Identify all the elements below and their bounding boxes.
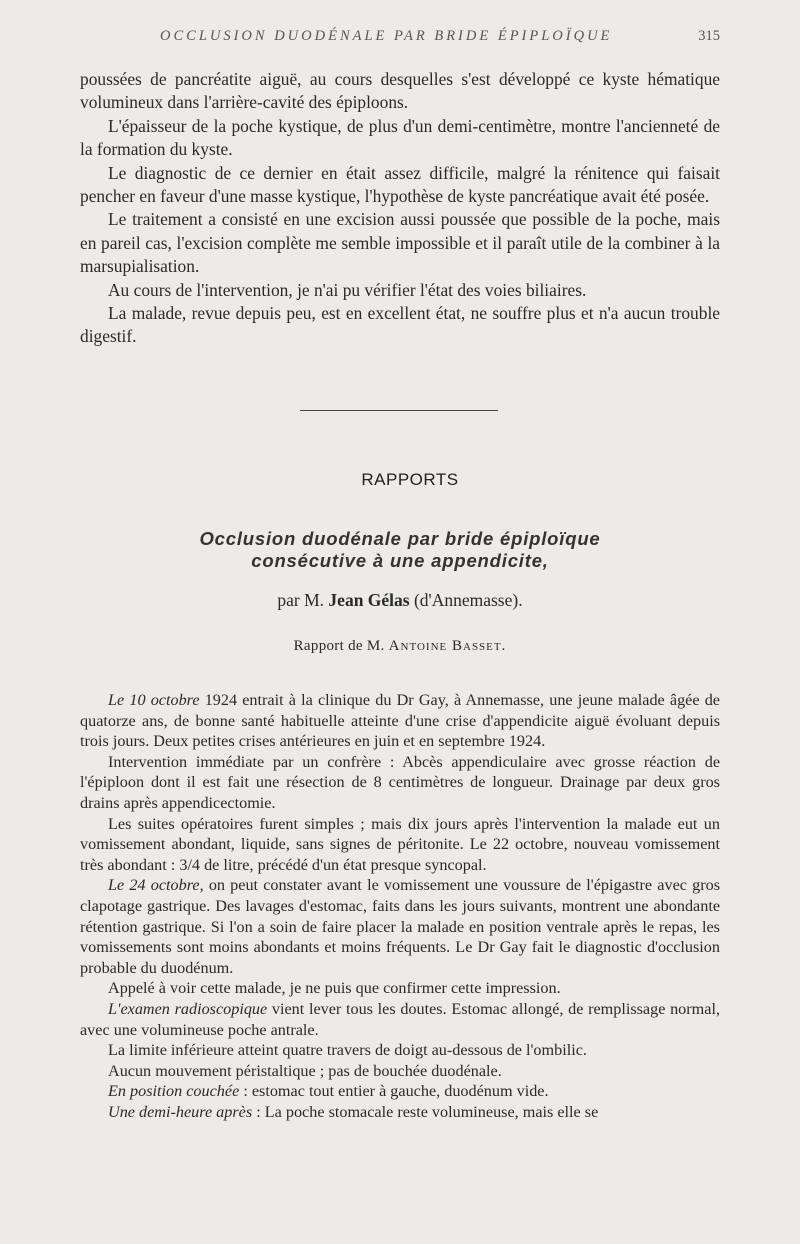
paragraph: L'épaisseur de la poche kystique, de plus d'un demi-centimètre, montre l'ancienneté de la formation du kyste. xyxy=(80,115,720,160)
paragraph xyxy=(80,690,720,752)
author-place: (d'Annemasse). xyxy=(413,590,523,610)
paragraph: Appelé à voir cette malade, je ne puis que confirmer cette impression. xyxy=(108,979,561,998)
paragraph: Les suites opératoires furent simples ; mais dix jours après l'intervention la malade eut un vomissement abondant, liquide, sans signes de péritonite. Le 22 octobre, nouveau vomissement très abondant : 3/4 de litre, précédé d'un état presque syncopal. xyxy=(80,814,720,874)
italic-lead: En position couchée xyxy=(108,1082,240,1101)
report-prefix: Rapport de M. xyxy=(293,638,385,654)
section-divider xyxy=(300,410,498,411)
paragraph: Le diagnostic de ce dernier en était assez difficile, malgré la rénitence qui faisait pencher en faveur d'une masse kystique, l'hypothèse de kyste pancréatique avait été posée. xyxy=(80,162,720,207)
running-head-title: OCCLUSION DUODÉNALE PAR BRIDE ÉPIPLOÏQUE xyxy=(160,28,613,44)
report-attribution xyxy=(80,638,720,655)
paragraph xyxy=(80,1102,720,1123)
rapporteur-name: Antoine Basset. xyxy=(388,638,507,654)
byline xyxy=(80,590,720,611)
italic-lead: Le 24 octobre xyxy=(108,876,200,895)
paragraph: Le traitement a consisté en une excision aussi poussée que possible de la poche, mais en pareil cas, l'excision complète me semble impossible et il paraît utile de la combiner à la marsupialisation. xyxy=(80,209,720,277)
section-heading: RAPPORTS xyxy=(361,470,459,489)
paragraph-text: : La poche stomacale reste volumineuse, mais elle se xyxy=(252,1102,599,1121)
paragraph-text: vient lever tous les doutes. Estomac allongé, de remplissage normal, avec une volumineuse poche antrale. xyxy=(80,999,720,1039)
paragraph-text: 1924 entrait à la clinique du Dr Gay, à Annemasse, une jeune malade âgée de quatorze ans, de bonne santé habituelle atteinte d'une crise d'appendicite aiguë évoluant depuis trois jours. Deux petites crises antérieures en juin et en septembre 1924. xyxy=(80,691,720,751)
author-name: Jean Gélas xyxy=(328,590,410,610)
paragraph: Au cours de l'intervention, je n'ai pu vérifier l'état des voies biliaires. xyxy=(108,279,587,300)
italic-lead: L'examen radioscopique xyxy=(108,999,268,1018)
paragraph xyxy=(80,999,720,1040)
paragraph: La malade, revue depuis peu, est en excellent état, ne souffre plus et n'a aucun trouble digestif. xyxy=(80,303,720,347)
paragraph xyxy=(80,1081,720,1102)
running-head xyxy=(80,28,720,50)
article-title-line: consécutive à une appendicite, xyxy=(251,550,549,571)
page-number: 315 xyxy=(698,28,720,44)
italic-lead: Une demi-heure après xyxy=(108,1102,253,1121)
paragraph: La limite inférieure atteint quatre travers de doigt au-dessous de l'ombilic. xyxy=(108,1041,587,1060)
paragraph: Aucun mouvement péristaltique ; pas de bouchée duodénale. xyxy=(108,1061,502,1080)
paragraph-text: , on peut constater avant le vomissement une voussure de l'épigastre avec gros clapotage gastrique. Des lavages d'estomac, faits dans les jours suivants, montrent une abondante rétention gastrique. Si l'on a soin de faire placer la malade en position ventrale après le repas, les vomissements sont moins abondants et moins fréquents. Le Dr Gay fait le diagnostic d'occlusion probable du duodénum. xyxy=(80,876,720,977)
paragraph: Intervention immédiate par un confrère : Abcès appendiculaire avec grosse réaction de l'épiploon dont il est fait une résection de 8 centimètres de longueur. Drainage par deux gros drains après appendicectomie. xyxy=(80,752,720,812)
italic-lead: Le 10 octobre xyxy=(108,691,200,709)
article-title-line: Occlusion duodénale par bride épiploïque xyxy=(199,528,601,549)
article-title xyxy=(80,528,720,572)
previous-article-text xyxy=(80,68,720,349)
paragraph xyxy=(80,875,720,978)
paragraph: poussées de pancréatite aiguë, au cours desquelles s'est développé ce kyste hématique volumineux dans l'arrière-cavité des épiploons. xyxy=(80,69,720,113)
case-report-text xyxy=(80,690,720,1122)
paragraph-text: : estomac tout entier à gauche, duodénum vide. xyxy=(239,1082,549,1101)
byline-prefix: par M. xyxy=(277,590,325,610)
